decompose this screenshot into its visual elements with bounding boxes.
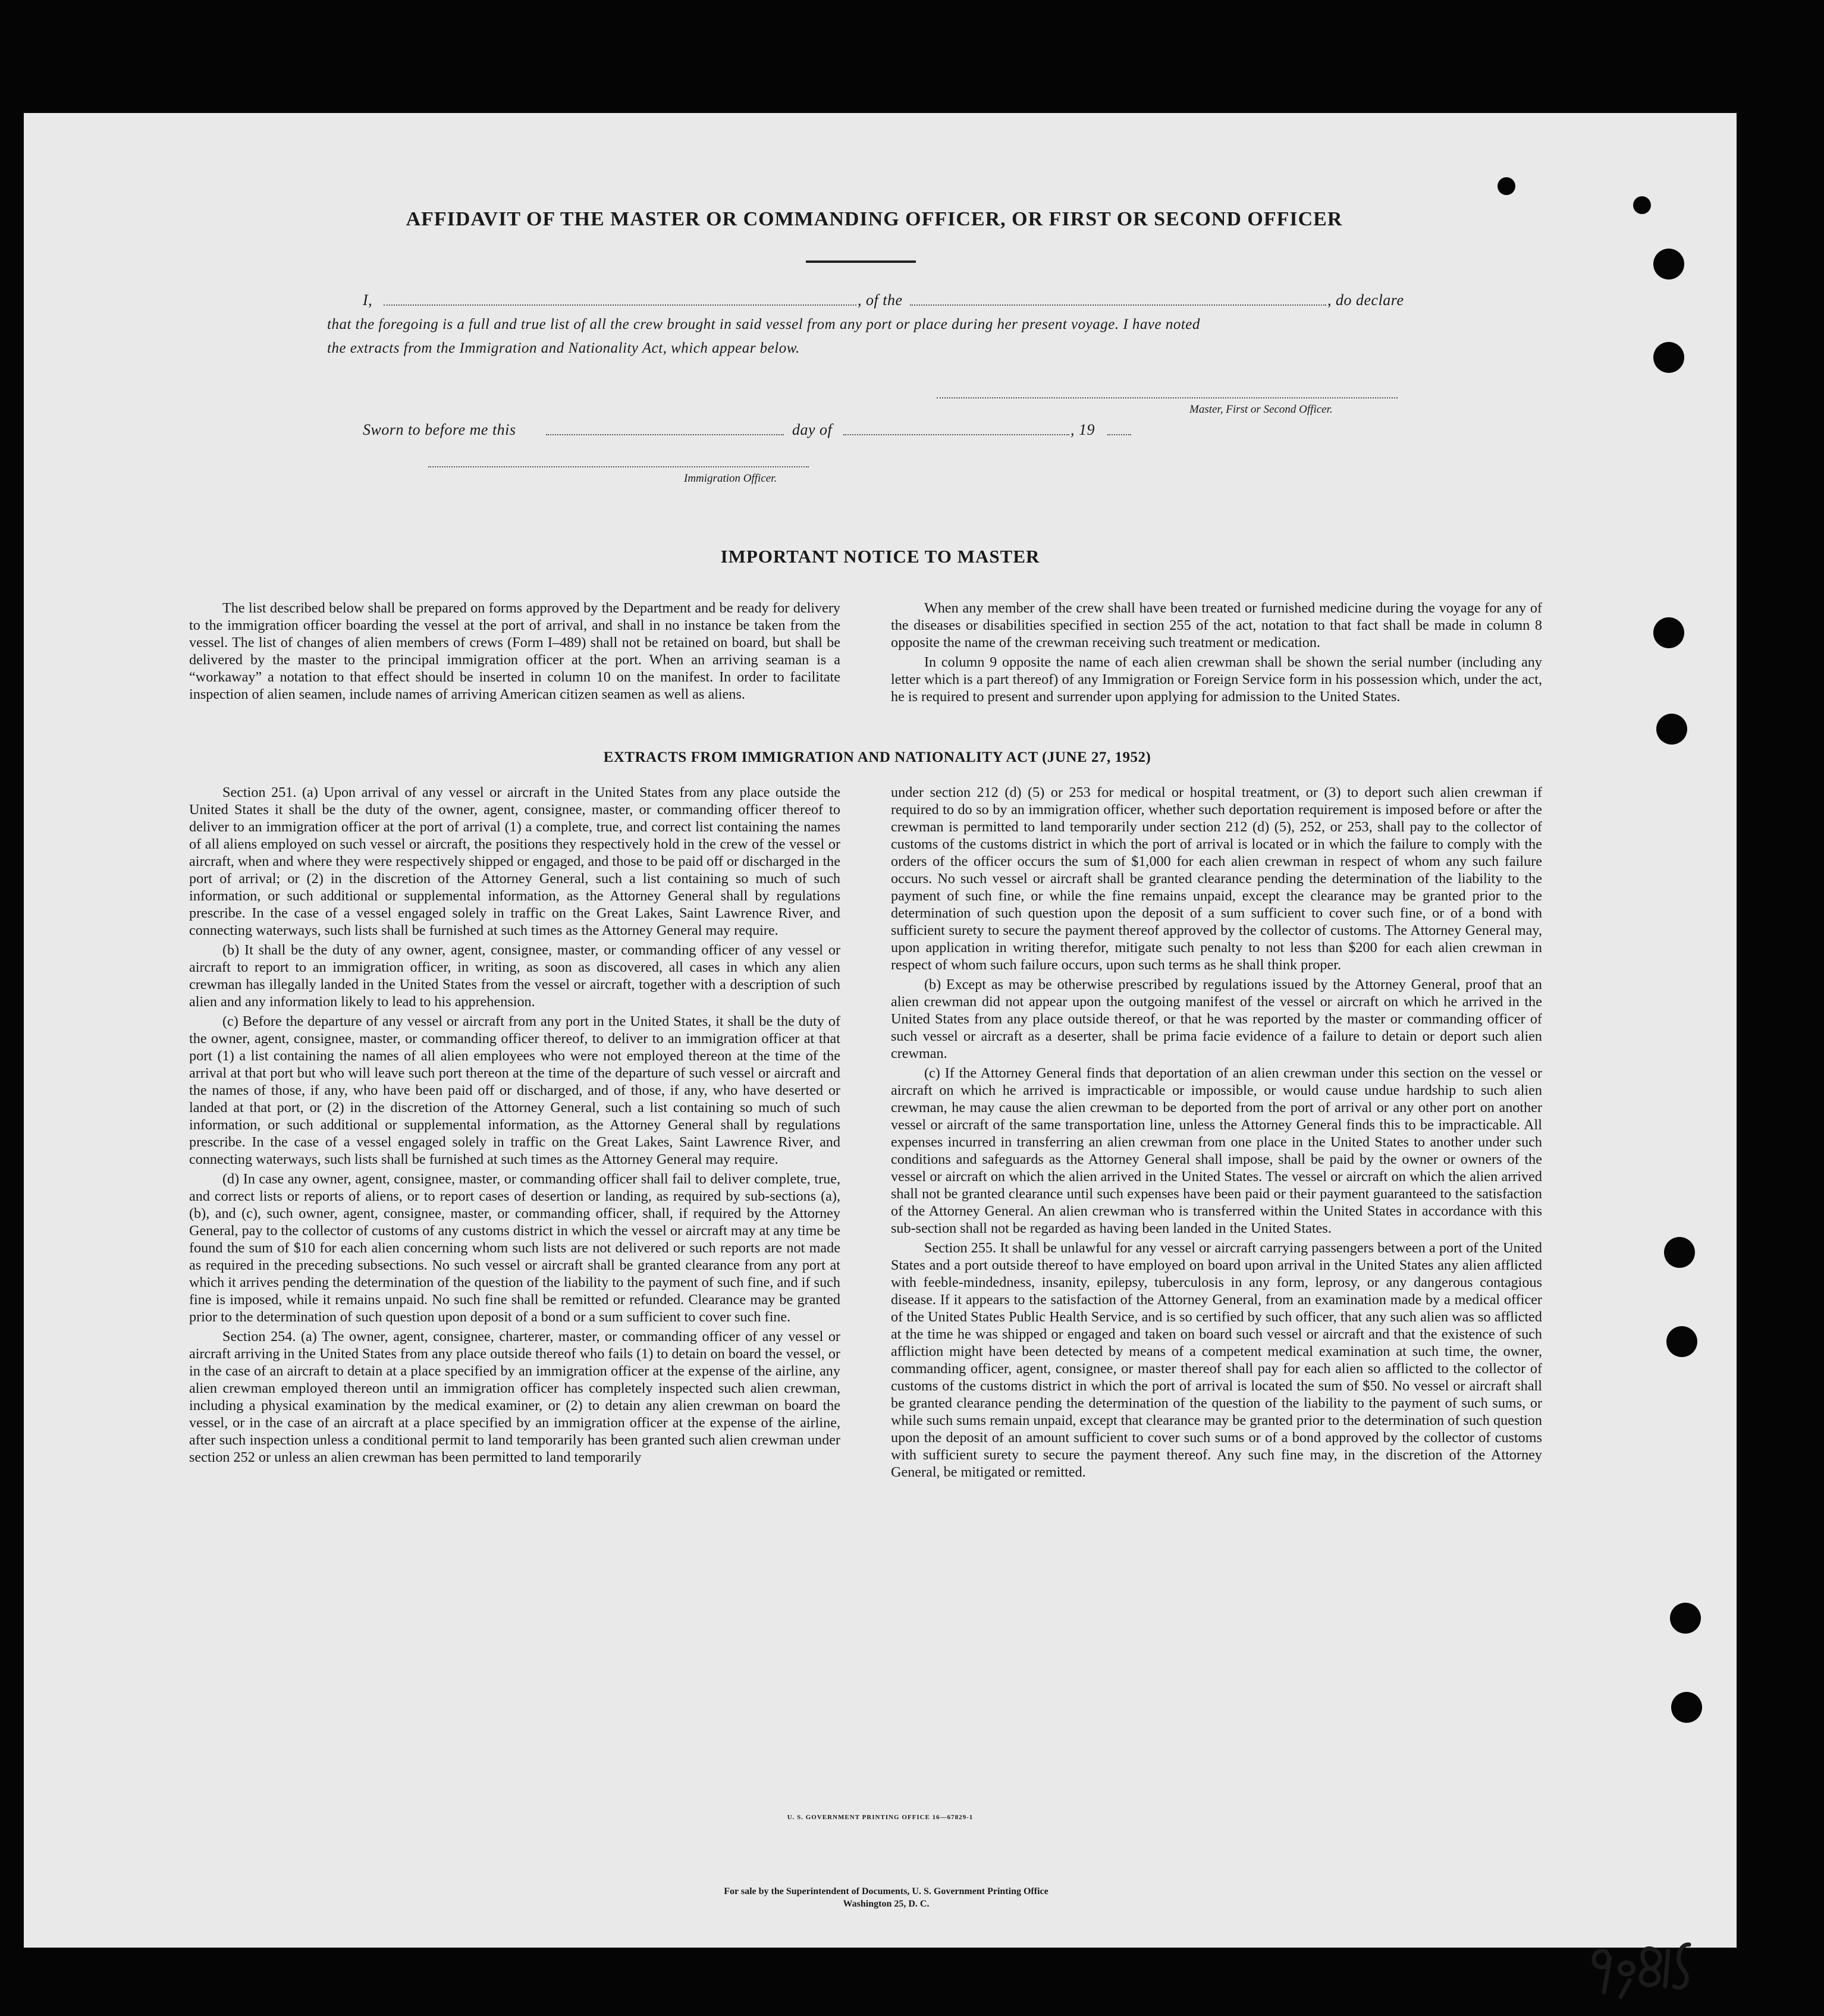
sale-notice-line-1: For sale by the Superintendent of Documents, U. S. Government Printing Office [724, 1886, 1048, 1896]
affidavit-i-label: I, [363, 291, 373, 309]
vessel-blank [910, 304, 1326, 306]
notice-right-column [891, 599, 1542, 708]
section-251-b: (b) It shall be the duty of any owner, agent, consignee, master, or commanding officer of any vessel or aircraft to report to an immigration officer, in writing, as soon as discovered, all cases in which any alien crewman has illegally landed in the United States from the vessel or aircraft, together with a description of such alien and any information likely to lead to his apprehension. [189, 942, 840, 1010]
sworn-month-blank [843, 434, 1069, 435]
notice-right-paragraph-1: When any member of the crew shall have been treated or furnished medicine during the voyage for any of the diseases or disabilities specified in section 255 of the act, notation to that fact shall be made in column 8 opposite the name of the crewman receiving such treatment or medication. [891, 600, 1542, 651]
notice-title: IMPORTANT NOTICE TO MASTER [720, 546, 1040, 567]
section-254-a-continued: under section 212 (d) (5) or 253 for medical or hospital treatment, or (3) to deport such alien crewman if required to do so by an immigration officer, whether such deportation requirement is imposed before or after the crewman is permitted to land temporarily under section 212 (d) (5), 252, or 253, shall pay to the collector of customs of the customs district in which the port of arrival is located or in which the failure to comply with the orders of the officer occurs the sum of $1,000 for each alien crewman in respect of whom any such failure occurs. No such vessel or aircraft shall be granted clearance pending the determination of the liability to the payment of such fine, or while the fine remains unpaid, except the clearance may be granted prior to the determination of such question upon the deposit of a sum sufficient to cover such fine, or of a bond with sufficient surety to secure the payment thereof approved by the collector of customs. The Attorney General may, upon application in writing therefor, mitigate such penalty to not less than $200 for each alien crewman in respect of whom such failure occurs, upon such terms as he shall think proper. [891, 784, 1542, 973]
printing-office-imprint: U. S. GOVERNMENT PRINTING OFFICE 16—67829-1 [787, 1814, 974, 1821]
officer-caption: Immigration Officer. [684, 472, 777, 485]
year-label: , 19 [1070, 421, 1095, 438]
affidavit-statement-line1: that the foregoing is a full and true list of all the crew brought in said vessel from any port or place during her present voyage. I have noted [327, 316, 1200, 332]
master-signature-line [937, 397, 1398, 398]
officer-signature-line [428, 466, 809, 467]
section-251-d: (d) In case any owner, agent, consignee, master, or commanding officer shall fail to deliver complete, true, and correct lists or reports of aliens, or to report cases of desertion or landing, as required by sub-sections (a), (b), and (c), such owner, agent, consignee, master, or commanding officer, shall, if required by the Attorney General, pay to the collector of customs of any customs district in which the vessel or aircraft may at any time be found the sum of $10 for each alien concerning whom such lists are not delivered or such reports are not made as required in the preceding subsections. No such vessel or aircraft shall be granted clearance from any port at which it arrives pending the determination of the question of the liability to the payment of such fine, and if such fine is imposed, while it remains unpaid. No such fine shall be remitted or refunded. Clearance may be granted prior to the determination of such question upon deposit of a bond or a sum sufficient to cover such fine. [189, 1171, 840, 1325]
affidavit-statement-line2: the extracts from the Immigration and Nationality Act, which appear below. [327, 340, 800, 356]
sworn-label: Sworn to before me this [363, 421, 516, 438]
section-251-c: (c) Before the departure of any vessel or aircraft from any port in the United States, it shall be the duty of the owner, agent, consignee, master, or commanding officer thereof, to deliver to an immigration officer at that port (1) a list containing the names of all alien employees who were not employed thereon at the time of the arrival at that port but who will leave such port thereon at the time of the departure of such vessel or aircraft and the names of those, if any, who have been paid off or discharged, and of those, if any, who have deserted or landed at that port, or (2) in the discretion of the Attorney General, such a list containing so much of such information, or such additional or supplemental information, as the Attorney General shall by regulations prescribe. In the case of a vessel engaged solely in traffic on the Great Lakes, Saint Lawrence River, and connecting waterways, such lists shall be furnished at such times as the Attorney General may require. [189, 1013, 840, 1167]
document-page [24, 113, 1737, 1948]
punch-hole [1497, 177, 1515, 195]
sale-notice [619, 1885, 1154, 1910]
punch-hole [1666, 1326, 1697, 1357]
affidavit-of-the-label: , of the [858, 291, 903, 309]
extracts-left-column [189, 784, 840, 1468]
day-of-label: day of [792, 421, 833, 438]
sale-notice-line-2: Washington 25, D. C. [843, 1899, 930, 1909]
section-255: Section 255. It shall be unlawful for any vessel or aircraft carrying passengers between a port of the United States and a port outside thereof to have employed on board upon arrival in the United States any alien afflicted with feeble-mindedness, insanity, epilepsy, tuberculosis in any form, leprosy, or any dangerous contagious disease. If it appears to the satisfaction of the Attorney General, from an examination made by a medical officer of the United States Public Health Service, and is so certified by such officer, that any such alien was so afflicted at the time he was shipped or engaged and taken on board such vessel or aircraft and that the existence of such affliction might have been detected by means of a competent medical examination at such time, the owner, commanding officer, agent, consignee, or master thereof shall pay for each alien so afflicted to the collector of customs of the customs district in which the port of arrival is located the sum of $50. No vessel or aircraft shall be granted clearance pending the determination of the question of the liability to the payment of such sums, or while such sums remain unpaid, except that clearance may be granted prior to the determination of such question upon the deposit of an amount sufficient to cover such sums or of a bond approved by the collector of customs with sufficient surety to secure the payment thereof. Any such fine may, in the discretion of the Attorney General, be mitigated or remitted. [891, 1240, 1542, 1480]
extracts-title: EXTRACTS FROM IMMIGRATION AND NATIONALITY ACT (JUNE 27, 1952) [603, 749, 1151, 765]
affidavit-declare-label: , do declare [1327, 291, 1404, 309]
section-251-a: Section 251. (a) Upon arrival of any vessel or aircraft in the United States from any place outside the United States it shall be the duty of the owner, agent, consignee, master, or commanding officer thereof to deliver to an immigration officer at the port of arrival (1) a complete, true, and correct list containing the names of all aliens employed on such vessel or aircraft, the positions they respectively hold in the crew of the vessel or aircraft, when and where they were respectively shipped or engaged, and those to be paid off or discharged in the port of arrival; or (2) in the discretion of the Attorney General, such a list containing so much of such information, or such additional or supplemental information, as the Attorney General shall by regulations prescribe. In the case of a vessel engaged solely in traffic on the Great Lakes, Saint Lawrence River, and connecting waterways, such lists shall be furnished at such times as the Attorney General may require. [189, 784, 840, 938]
punch-hole [1653, 617, 1684, 648]
punch-hole [1653, 342, 1684, 373]
extracts-right-column [891, 784, 1542, 1483]
sworn-day-blank [546, 434, 784, 435]
punch-hole [1653, 249, 1684, 280]
title-divider [806, 260, 916, 263]
section-254-a: Section 254. (a) The owner, agent, consignee, charterer, master, or commanding officer of any vessel or aircraft arriving in the United States from any place outside thereof who fails (1) to detain on board the vessel, or in the case of an aircraft to detain at a place specified by an immigration officer at the expense of the airline, any alien crewman employed thereon until an immigration officer has completely inspected such alien crewman, including a physical examination by the medical examiner, or (2) to detain any alien crewman on board the vessel, or in the case of an aircraft at a place specified by an immigration officer at the expense of the airline, after such inspection unless a conditional permit to land temporarily has been granted such alien crewman under section 252 or unless an alien crewman has been permitted to land temporarily [189, 1329, 840, 1465]
punch-hole [1656, 714, 1687, 745]
handwritten-annotation [1585, 1927, 1704, 2004]
punch-hole [1664, 1237, 1695, 1268]
notice-right-paragraph-2: In column 9 opposite the name of each alien crewman shall be shown the serial number (including any letter which is a part thereof) of any Immigration or Foreign Service form in his possession which, under the act, he is required to present and surrender upon applying for admission to the United States. [891, 654, 1542, 705]
name-blank [384, 304, 856, 306]
master-caption: Master, First or Second Officer. [1189, 403, 1333, 416]
punch-hole [1670, 1603, 1701, 1634]
year-blank [1107, 434, 1131, 435]
punch-hole [1671, 1692, 1702, 1723]
affidavit-title: AFFIDAVIT OF THE MASTER OR COMMANDING OFFICER, OR FIRST OR SECOND OFFICER [406, 208, 1343, 230]
notice-left-column [189, 599, 840, 705]
punch-hole [1633, 196, 1651, 214]
section-254-c: (c) If the Attorney General finds that deportation of an alien crewman under this section on the vessel or aircraft on which he arrived is impracticable or impossible, or would cause undue hardship to such alien crewman, he may cause the alien crewman to be deported from the port of arrival or any other port on another vessel or aircraft of the same transportation line, unless the Attorney General finds this to be impracticable. All expenses incurred in transferring an alien crewman from one place in the United States to another under such conditions and safeguards as the Attorney General shall impose, shall be paid by the owner or owners of the vessel or aircraft on which the alien arrived in the United States. The vessel or aircraft on which the alien arrived shall not be granted clearance until such expenses have been paid or their payment guaranteed to the satisfaction of the Attorney General. An alien crewman who is transferred within the United States in accordance with this sub-section shall not be regarded as having been landed in the United States. [891, 1065, 1542, 1236]
notice-left-paragraph: The list described below shall be prepared on forms approved by the Department and be ready for delivery to the immigration officer boarding the vessel at the port of arrival, and shall in no instance be taken from the vessel. The list of changes of alien members of crews (Form I–489) shall not be retained on board, but shall be delivered by the master to the principal immigration officer at the port. When an arriving seaman is a “workaway” a notation to that effect should be inserted in column 10 on the manifest. In order to facilitate inspection of alien seamen, include names of arriving American citizen seamen as well as aliens. [189, 600, 840, 702]
section-254-b: (b) Except as may be otherwise prescribed by regulations issued by the Attorney General, proof that an alien crewman did not appear upon the outgoing manifest of the vessel or aircraft on which he arrived in the United States from any place outside thereof, or that he was reported by the master or commanding officer of such vessel or aircraft as a deserter, shall be prima facie evidence of a failure to detain or deport such alien crewman. [891, 976, 1542, 1062]
